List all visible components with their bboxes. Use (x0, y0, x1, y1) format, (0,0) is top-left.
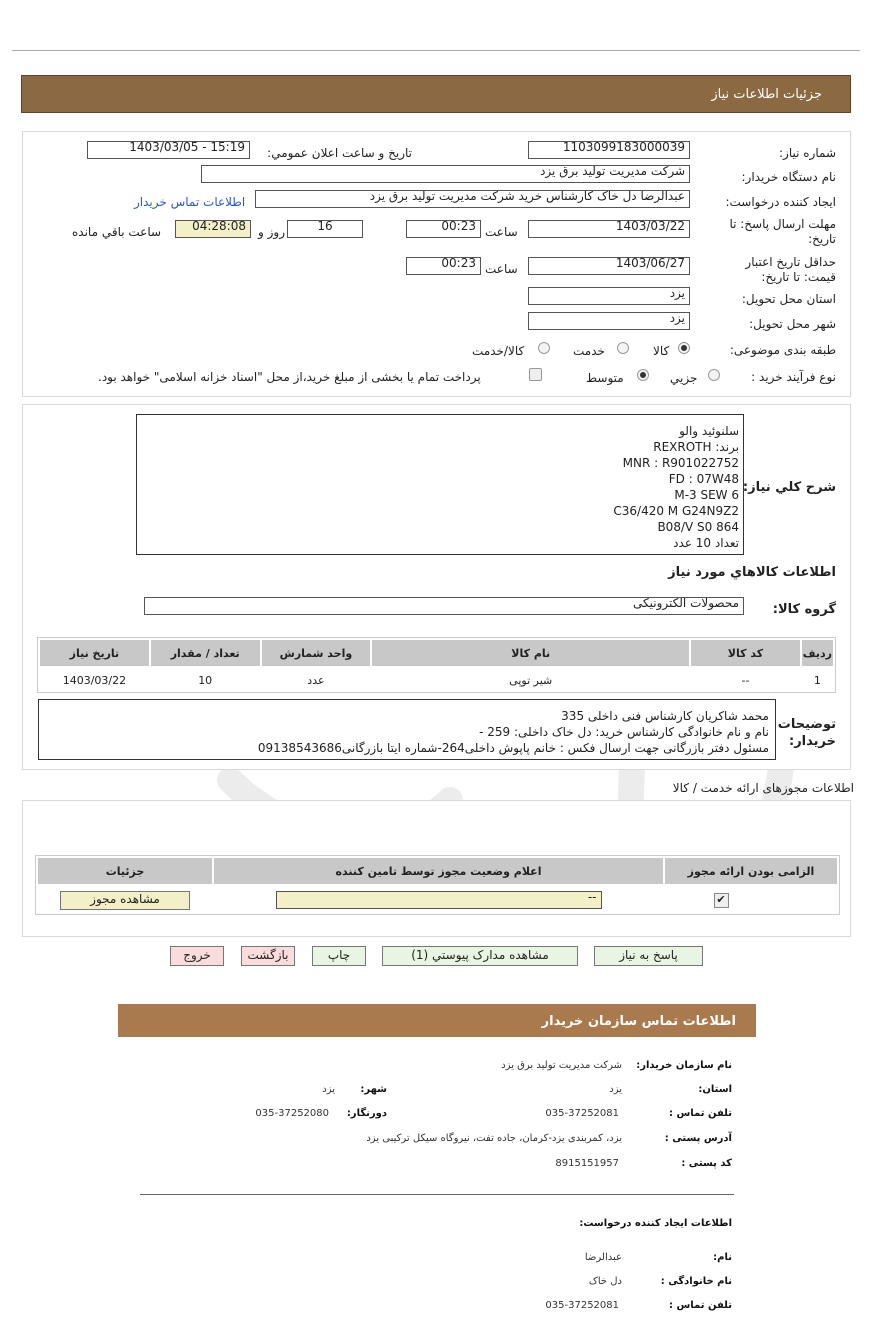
org-address-label: آدرس پستی : (664, 1133, 732, 1144)
org-fax-label: دورنگار: (346, 1108, 387, 1119)
table-row (39, 667, 834, 692)
org-phone-value: 035-37252081 (545, 1108, 619, 1119)
description-line: FD : 07W48 (668, 472, 739, 486)
org-postal-value: 8915151957 (555, 1158, 619, 1169)
org-phone-label: تلفن تماس : (668, 1108, 732, 1119)
creator-phone-value: 035-37252081 (545, 1300, 619, 1311)
reply-button[interactable]: پاسخ به نياز (594, 946, 703, 966)
goods-section-title: اطلاعات کالاهاي مورد نياز (668, 565, 836, 580)
days-field: 16 (287, 220, 363, 238)
creator-name-label: نام: (713, 1252, 732, 1263)
page-header (21, 75, 851, 113)
process-label: نوع فرآیند خرید : (751, 370, 836, 384)
price-date-field: 1403/06/27 (528, 257, 690, 275)
col-permit-details: جزئيات (37, 857, 213, 885)
description-line: M-3 SEW 6 (674, 488, 739, 502)
view-permit-button[interactable]: مشاهده مجوز (60, 891, 190, 910)
description-line: برند: REXROTH (653, 440, 739, 454)
cell-row: 1 (801, 667, 834, 692)
category-service-radio[interactable] (617, 342, 629, 354)
category-goods-radio[interactable] (678, 342, 690, 354)
buyer-note-line: محمد شاکريان کارشناس فنی داخلی 335 (561, 709, 769, 723)
page-title: جزئيات اطلاعات نياز (711, 87, 822, 102)
table-row (37, 885, 838, 914)
buyer-note-line: نام و نام خانوادگی کارشناس خريد: دل خاک داخلی: 259 - (479, 725, 769, 739)
description-label: شرح کلي نياز: (742, 480, 836, 495)
org-address-value: يزد، کمربندی يزد-کرمان، جاده تفت، نيروگاه سيکل ترکيبی يزد (366, 1133, 622, 1144)
price-validity-label: حداقل تاريخ اعتبار قيمت: تا تاريخ: (745, 255, 836, 284)
reply-deadline-label: مهلت ارسال پاسخ: تا تاريخ: (729, 217, 836, 246)
description-line: سلنوئيد والو (679, 424, 739, 438)
creator-family-label: نام خانوادگی : (660, 1276, 732, 1287)
contact-divider (140, 1194, 734, 1195)
process-medium-radio[interactable] (637, 369, 649, 381)
cell-code: -- (690, 667, 801, 692)
reply-date-field: 1403/03/22 (528, 220, 690, 238)
buyer-note-line: مسئول دفتر بازرگانی جهت ارسال فکس : خانم پاپوش داخلی264-شماره ايتا بازرگانی09138543686 (257, 741, 769, 755)
buyer-org-field: شرکت مديريت توليد برق يزد (201, 165, 690, 183)
announce-field: 1403/03/05 - 15:19 (87, 141, 250, 159)
goods-table (38, 638, 835, 692)
category-label: طبقه بندی موضوعی: (729, 343, 836, 357)
col-unit: واحد شمارش (261, 639, 372, 667)
category-both-label: کالا/خدمت (472, 344, 525, 358)
org-name-value: شرکت مديريت توليد برق يزد (501, 1060, 622, 1071)
buyer-notes-box (38, 699, 776, 760)
col-qty: تعداد / مقدار (150, 639, 261, 667)
org-city-label: شهر: (360, 1084, 387, 1095)
creator-family-value: دل خاک (588, 1276, 622, 1287)
remaining-time-field: 04:28:08 (175, 220, 251, 238)
col-row: رديف (801, 639, 834, 667)
process-minor-radio[interactable] (708, 369, 720, 381)
top-divider (12, 50, 860, 51)
need-number-label: شماره نياز: (779, 146, 836, 160)
province-label: استان محل تحويل: (741, 292, 836, 306)
city-label: شهر محل تحويل: (749, 317, 836, 331)
process-medium-label: متوسط (586, 371, 624, 385)
remaining-label: ساعت باقي مانده (72, 225, 162, 239)
description-line: تعداد 10 عدد (673, 536, 739, 550)
description-line: C36/420 M G24N9Z2 (613, 504, 739, 518)
org-contact-title: اطلاعات تماس سازمان خريدار (541, 1014, 736, 1029)
buyer-contact-link[interactable]: اطلاعات تماس خريدار (134, 195, 246, 209)
permits-table-frame (35, 855, 840, 915)
category-both-radio[interactable] (538, 342, 550, 354)
print-button[interactable]: چاپ (312, 946, 366, 966)
cell-unit: عدد (261, 667, 372, 692)
attachments-button[interactable]: مشاهده مدارک پيوستي (1) (382, 946, 578, 966)
permit-required-checkbox[interactable]: ✔ (714, 893, 729, 908)
province-field: يزد (528, 287, 690, 305)
col-date: تاريخ نياز (39, 639, 150, 667)
org-province-label: استان: (698, 1084, 732, 1095)
org-contact-header (118, 1004, 756, 1037)
org-city-value: يزد (322, 1084, 335, 1095)
price-time-field: 00:23 (406, 257, 481, 275)
treasury-payment-checkbox[interactable] (529, 368, 542, 381)
back-button[interactable]: بازگشت (241, 946, 295, 966)
creator-info-title: اطلاعات ايجاد کننده درخواست: (579, 1218, 732, 1229)
col-name: نام کالا (371, 639, 690, 667)
col-code: کد کالا (690, 639, 801, 667)
col-permit-required: الزامی بودن ارائه مجوز (664, 857, 838, 885)
permits-table (36, 856, 839, 914)
org-province-value: يزد (609, 1084, 622, 1095)
description-line: MNR : R901022752 (622, 456, 739, 470)
city-field: يزد (528, 312, 690, 330)
creator-name-value: عبدالرضا (584, 1252, 622, 1263)
goods-group-field: محصولات الکترونيکی (144, 597, 744, 615)
permit-status-field: -- (276, 891, 602, 909)
org-fax-value: 035-37252080 (255, 1108, 329, 1119)
creator-label: ايجاد کننده درخواست: (725, 195, 836, 209)
buyer-notes-label: توضيحات خريدار: (777, 717, 836, 749)
creator-phone-label: تلفن تماس : (668, 1300, 732, 1311)
category-service-label: خدمت (573, 344, 605, 358)
days-label: روز و (258, 225, 285, 239)
reply-time-label: ساعت (485, 225, 518, 239)
col-permit-status: اعلام وضعيت مجوز توسط تامين کننده (213, 857, 664, 885)
reply-time-field: 00:23 (406, 220, 481, 238)
permits-title: اطلاعات مجوزهای ارائه خدمت / کالا (672, 781, 854, 795)
price-time-label: ساعت (485, 262, 518, 276)
announce-label: تاريخ و ساعت اعلان عمومي: (267, 146, 412, 160)
cell-name: شير توپی (371, 667, 690, 692)
org-postal-label: کد پستی : (681, 1158, 732, 1169)
description-box (136, 414, 744, 555)
org-name-label: نام سازمان خريدار: (636, 1060, 732, 1071)
category-goods-label: کالا (653, 344, 670, 358)
goods-table-frame (37, 637, 836, 693)
cell-date: 1403/03/22 (39, 667, 150, 692)
cell-qty: 10 (150, 667, 261, 692)
treasury-payment-note: پرداخت تمام یا بخشی از مبلغ خرید،از محل "اسناد خزانه اسلامی" خواهد بود. (98, 370, 481, 384)
creator-field: عبدالرضا دل خاک کارشناس خريد شرکت مديريت توليد برق يزد (255, 190, 690, 208)
description-line: B08/V S0 864 (657, 520, 739, 534)
buyer-org-label: نام دستگاه خريدار: (741, 170, 836, 184)
goods-group-label: گروه کالا: (772, 602, 836, 617)
exit-button[interactable]: خروج (170, 946, 224, 966)
process-minor-label: جزیي (670, 371, 698, 385)
need-number-field: 1103099183000039 (528, 141, 690, 159)
